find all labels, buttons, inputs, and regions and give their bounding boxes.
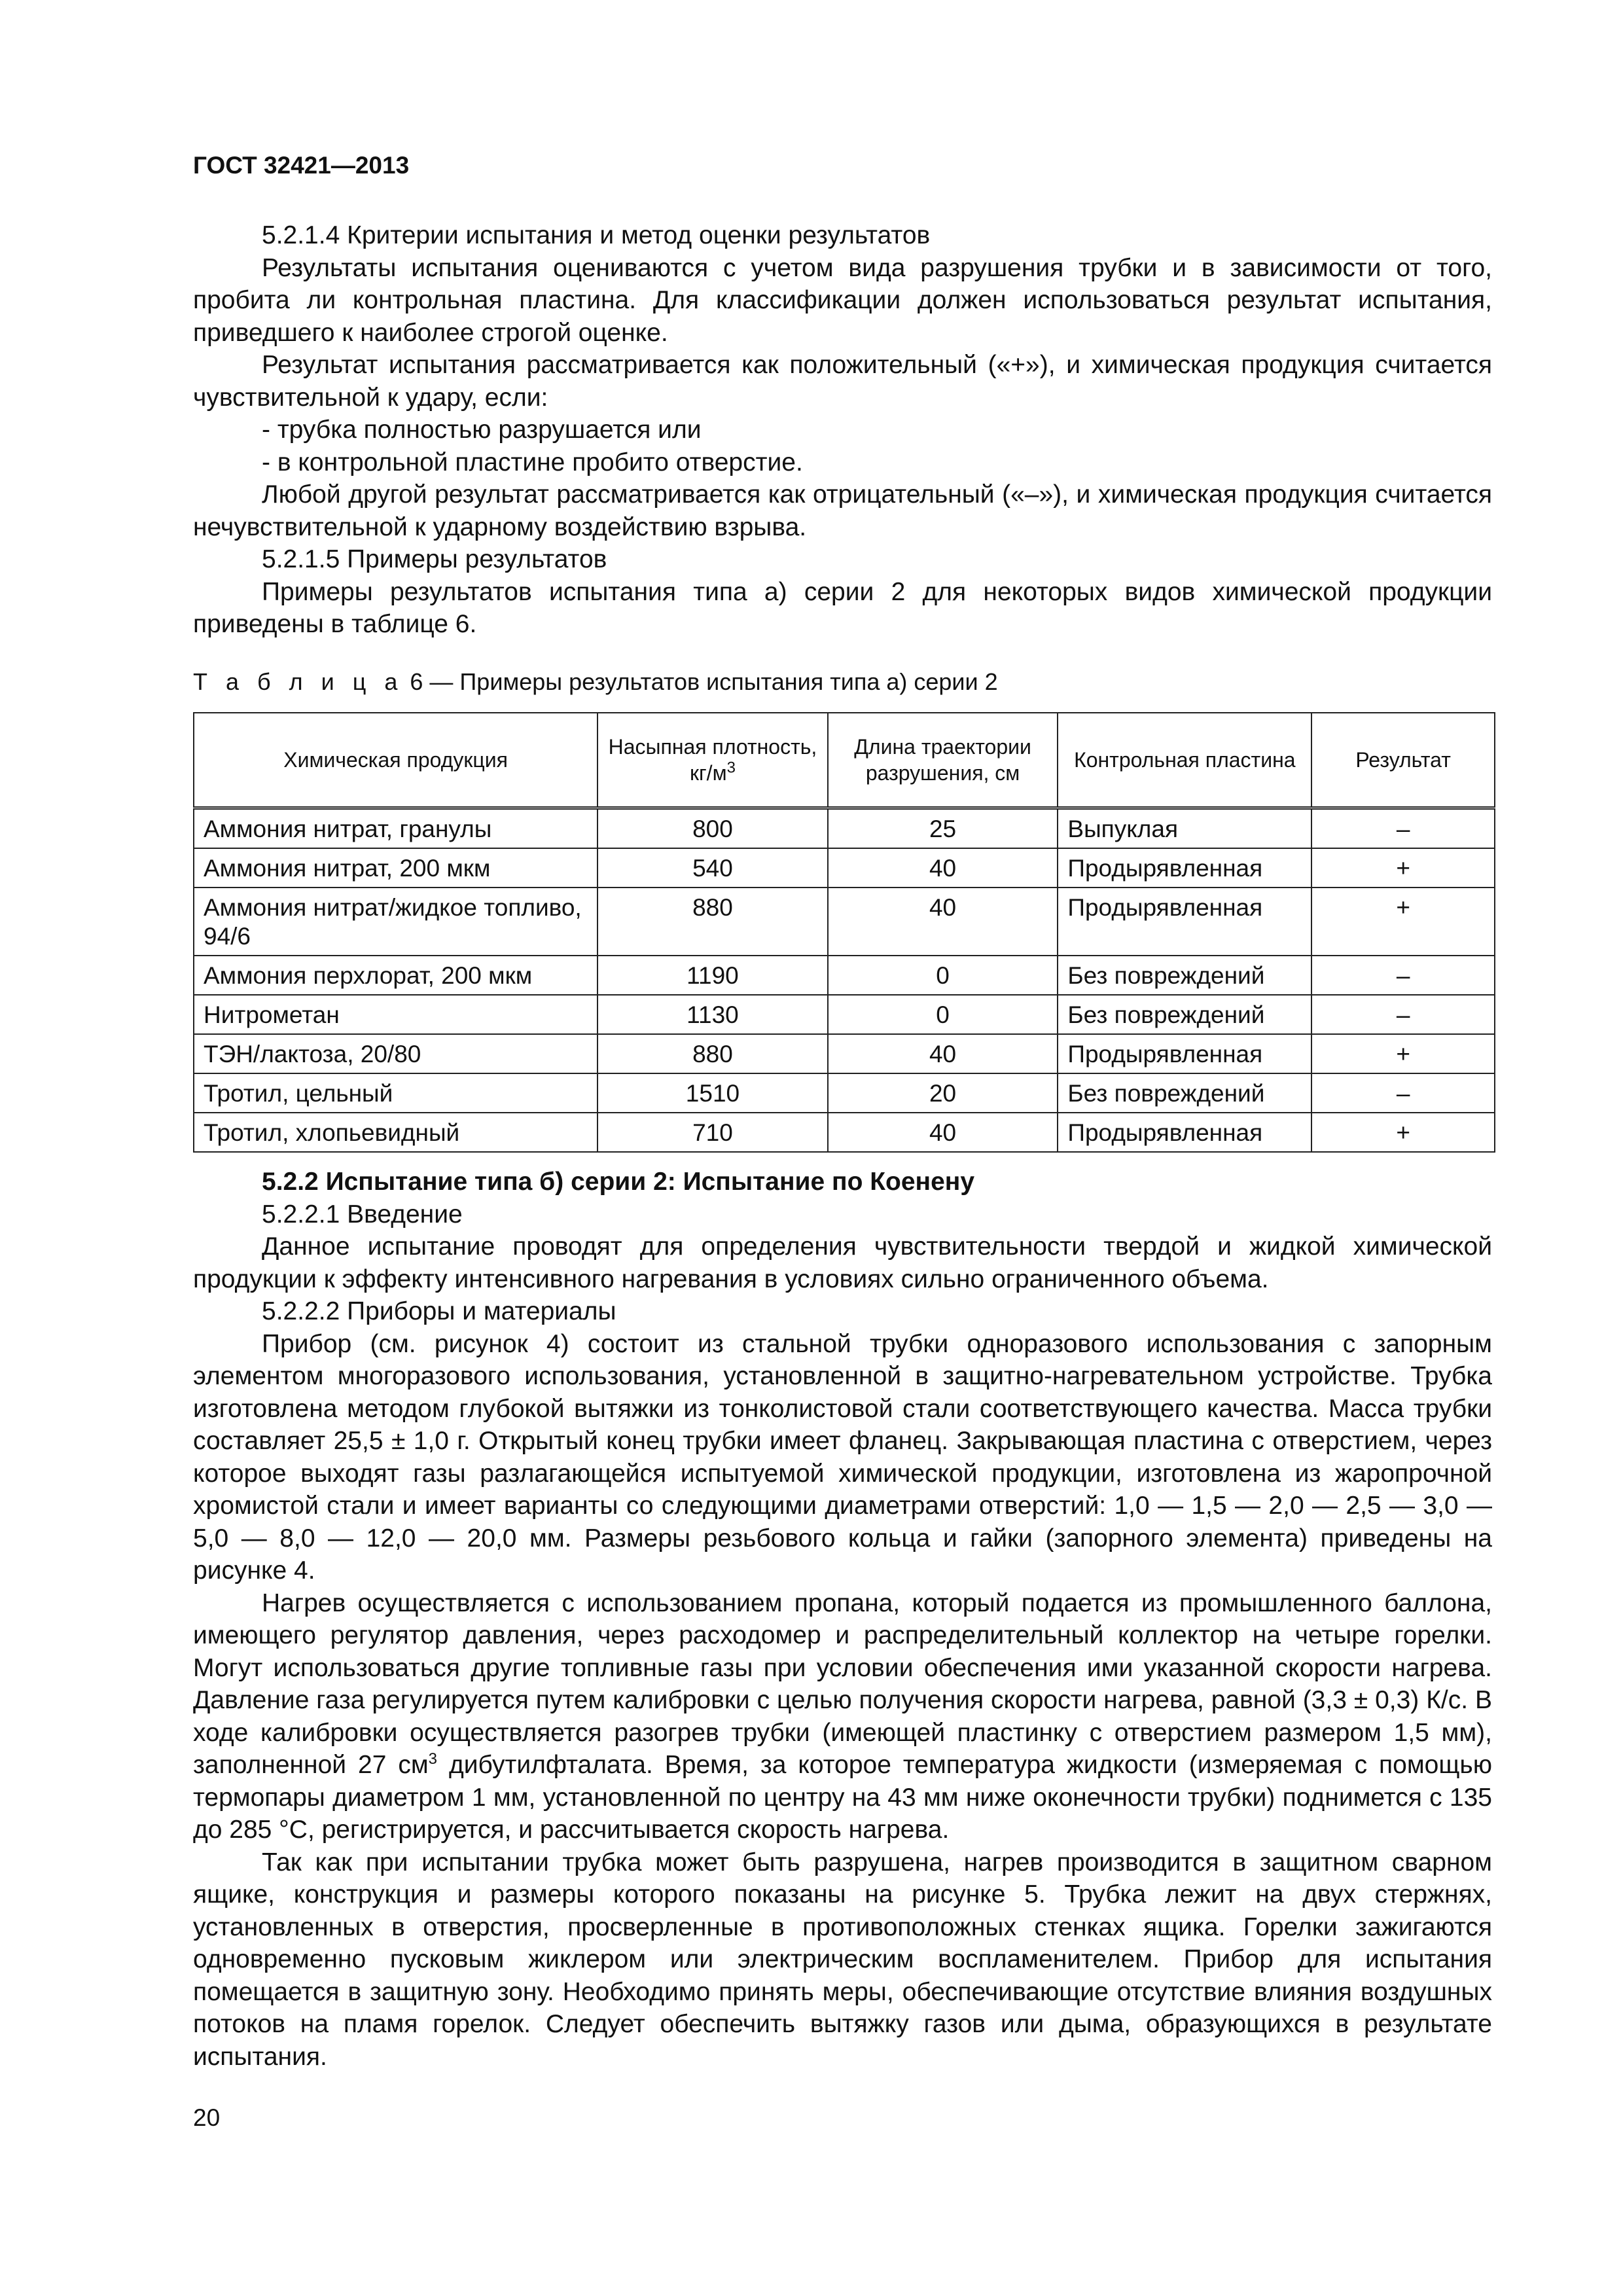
results-table [193, 712, 1495, 1153]
table-caption-title: 6 — Примеры результатов испытания типа а) серии 2 [403, 668, 998, 695]
cell-product: Аммония перхлорат, 200 мкм [194, 956, 597, 995]
page-number: 20 [193, 2104, 221, 2131]
column-header-plate: Контрольная пластина [1058, 713, 1311, 808]
paragraph: 5.2.2.1 Введение [262, 1200, 463, 1229]
cell-result: + [1311, 888, 1495, 956]
section-heading: 5.2.2 Испытание типа б) серии 2: Испытание по Коенену [262, 1168, 975, 1196]
cell-result: + [1311, 1034, 1495, 1073]
paragraph: Любой другой результат рассматривается как отрицательный («–»), и химическая продукция считается нечувствительной к ударному воздействию взрыва. [193, 480, 1492, 541]
column-header-result: Результат [1311, 713, 1495, 808]
cell-result: – [1311, 808, 1495, 849]
paragraph: Результат испытания рассматривается как положительный («+»), и химическая продукция считается чувствительной к удару, если: [193, 351, 1492, 412]
paragraph: 5.2.2.2 Приборы и материалы [262, 1297, 616, 1325]
list-item: - в контрольной пластине пробито отверстие. [262, 448, 803, 476]
paragraph: Так как при испытании трубка может быть разрушена, нагрев производится в защитном сварном ящике, конструкция и размеры которого показаны на рисунке 5. Трубка лежит на двух стержнях, установленных в отверстия, просверленные в противоположных стенках ящика. Горелки зажигаются одновременно пусковым жиклером или электрическим воспламенителем. Прибор для испытания помещается в защитную зону. Необходимо принять меры, обеспечивающие отсутствие влияния воздушных потоков на пламя горелок. Следует обеспечить вытяжку газов или дыма, образующихся в результате испытания. [193, 1848, 1492, 2071]
cell-result: + [1311, 1113, 1495, 1152]
cell-plate: Выпуклая [1058, 808, 1311, 849]
cell-density: 710 [597, 1113, 828, 1152]
cell-density: 1190 [597, 956, 828, 995]
table-row [194, 995, 1495, 1034]
paragraph: 5.2.1.4 Критерии испытания и метод оценки результатов [262, 221, 931, 249]
cell-length: 40 [828, 848, 1058, 888]
cell-length: 40 [828, 888, 1058, 956]
table-row [194, 1113, 1495, 1152]
paragraph: Результаты испытания оцениваются с учетом вида разрушения трубки и в зависимости от того, пробита ли контрольная пластина. Для классификации должен использоваться результат испытания, приведшего к наиболее строгой оценке. [193, 253, 1492, 347]
cell-density: 540 [597, 848, 828, 888]
cell-plate: Без повреждений [1058, 1073, 1311, 1113]
cell-plate: Без повреждений [1058, 956, 1311, 995]
cell-plate: Продырявленная [1058, 1034, 1311, 1073]
column-header-length: Длина траектории разрушения, см [828, 713, 1058, 808]
paragraph: Данное испытание проводят для определения чувствительности твердой и жидкой химической продукции к эффекту интенсивного нагревания в условиях сильно ограниченного объема. [193, 1232, 1492, 1293]
paragraph [193, 1587, 1492, 1846]
table-row [194, 1034, 1495, 1073]
cell-plate: Продырявленная [1058, 1113, 1311, 1152]
cell-result: + [1311, 848, 1495, 888]
cell-product: Нитрометан [194, 995, 597, 1034]
density-header-superscript: 3 [726, 759, 736, 777]
superscript: 3 [428, 1750, 438, 1768]
cell-plate: Продырявленная [1058, 848, 1311, 888]
table-caption-label: Т а б л и ц а [193, 668, 404, 695]
column-header-product: Химическая продукция [194, 713, 597, 808]
cell-length: 40 [828, 1113, 1058, 1152]
cell-product: Аммония нитрат, гранулы [194, 808, 597, 849]
cell-length: 20 [828, 1073, 1058, 1113]
cell-length: 0 [828, 956, 1058, 995]
list-item: - трубка полностью разрушается или [262, 416, 702, 444]
page-body [193, 219, 1492, 2073]
cell-length: 0 [828, 995, 1058, 1034]
cell-length: 40 [828, 1034, 1058, 1073]
cell-density: 880 [597, 888, 828, 956]
cell-density: 1510 [597, 1073, 828, 1113]
table-row [194, 808, 1495, 849]
table-caption [193, 666, 1492, 698]
cell-product: ТЭН/лактоза, 20/80 [194, 1034, 597, 1073]
paragraph: Прибор (см. рисунок 4) состоит из стальной трубки одноразового использования с запорным элементом многоразового использования, установленной в защитно-нагревательном устройстве. Трубка изготовлена методом глубокой вытяжки из тонколистовой стали соответствующего качества. Масса трубки составляет 25,5 ± 1,0 г. Открытый конец трубки имеет фланец. Закрывающая пластина с отверстием, через которое выходят газы разлагающейся испытуемой химической продукции, изготовлена из жаропрочной хромистой стали и имеет варианты со следующими диаметрами отверстий: 1,0 — 1,5 — 2,0 — 2,5 — 3,0 — 5,0 — 8,0 — 12,0 — 20,0 мм. Размеры резьбового кольца и гайки (запорного элемента) приведены на рисунке 4. [193, 1329, 1492, 1585]
cell-product: Аммония нитрат, 200 мкм [194, 848, 597, 888]
document-id-header: ГОСТ 32421—2013 [193, 152, 410, 179]
cell-result: – [1311, 995, 1495, 1034]
cell-product: Тротил, цельный [194, 1073, 597, 1113]
table-row [194, 848, 1495, 888]
cell-length: 25 [828, 808, 1058, 849]
cell-plate: Продырявленная [1058, 888, 1311, 956]
cell-product: Тротил, хлопьевидный [194, 1113, 597, 1152]
table-row [194, 1073, 1495, 1113]
cell-result: – [1311, 956, 1495, 995]
table-row [194, 956, 1495, 995]
cell-result: – [1311, 1073, 1495, 1113]
cell-density: 880 [597, 1034, 828, 1073]
paragraph: Примеры результатов испытания типа а) серии 2 для некоторых видов химической продукции приведены в таблице 6. [193, 577, 1492, 638]
paragraph: 5.2.1.5 Примеры результатов [262, 545, 607, 573]
density-header-text: Насыпная плотность, кг/м [608, 735, 817, 785]
cell-density: 800 [597, 808, 828, 849]
paragraph-part: Нагрев осуществляется с использованием пропана, который подается из промышленного баллона, имеющего регулятор давления, через расходомер и распределительный коллектор на четыре горелки. Могут использоваться другие топливные газы при условии обеспечения ими указанной скорости нагрева. Давление газа регулируется путем калибровки с целью получения скорости нагрева, равной (3,3 ± 0,3) К/с. В ходе калибровки осуществляется разогрев трубки (имеющей пластинку с отверстием размером 1,5 мм), заполненной 27 см [193, 1588, 1492, 1779]
column-header-density [597, 713, 828, 808]
cell-density: 1130 [597, 995, 828, 1034]
paragraph-part: дибутилфталата. Время, за которое температура жидкости (измеряемая с помощью термопары диаметром 1 мм, установленной по центру на 43 мм ниже оконечности трубки) поднимется с 135 до 285 °С, регистрируется, и рассчитывается скорость нагрева. [193, 1751, 1492, 1844]
table-row [194, 888, 1495, 956]
table-header-row [194, 713, 1495, 808]
cell-plate: Без повреждений [1058, 995, 1311, 1034]
cell-product: Аммония нитрат/жидкое топливо, 94/6 [194, 888, 597, 956]
